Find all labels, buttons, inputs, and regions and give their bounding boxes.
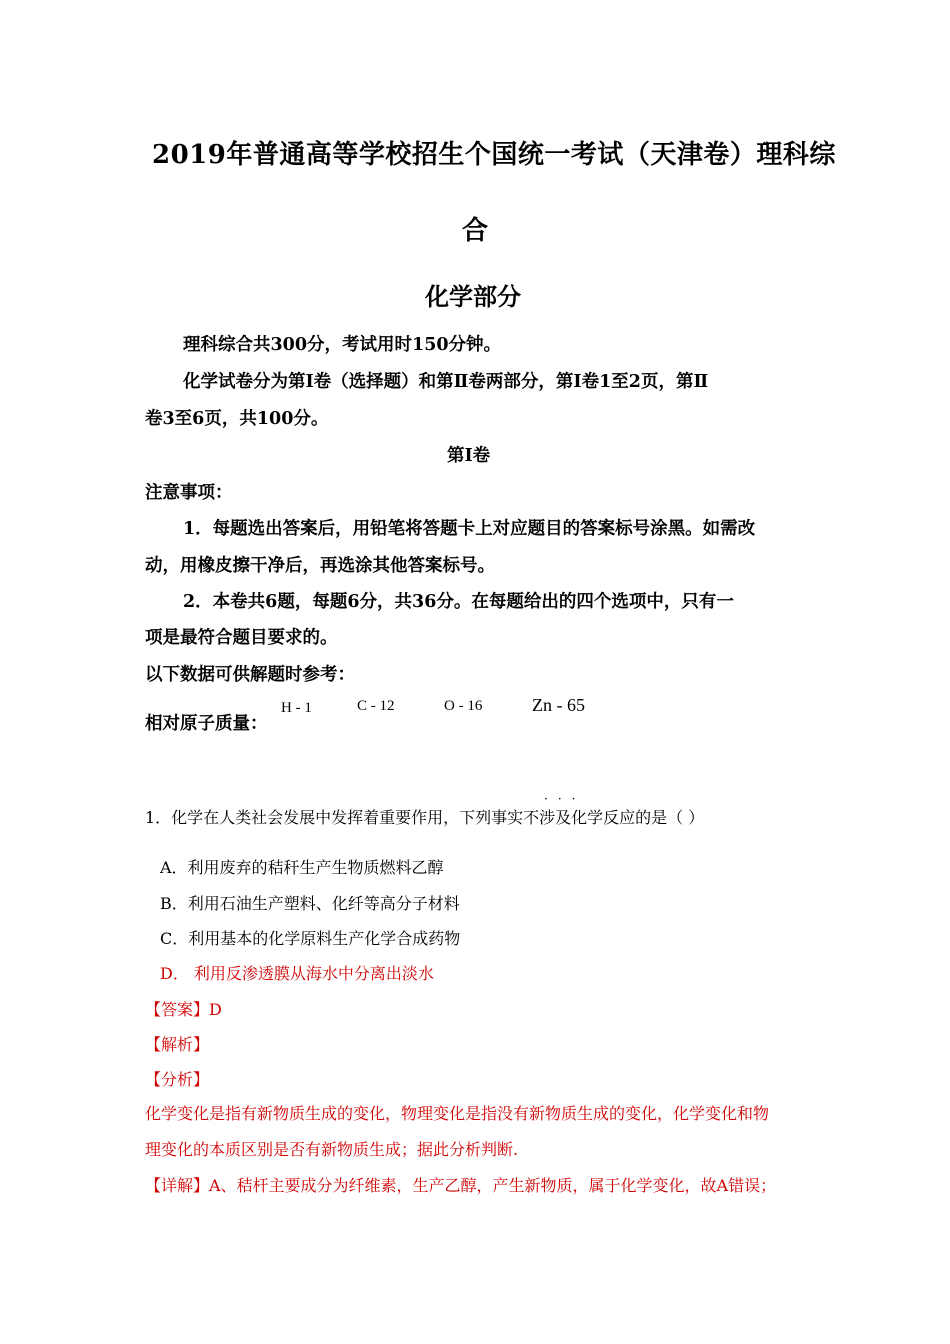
atomic-mass-o: O - 16 [444, 698, 483, 714]
analysis-label: 【分析】 [145, 1070, 210, 1089]
question1-option-d: D． 利用反渗透膜从海水中分离出淡水 [160, 964, 434, 983]
atomic-mass-c: C - 12 [357, 698, 395, 714]
note-item2-line2: 项是最符合题目要求的。 [145, 628, 338, 648]
question1-option-a: A．利用废弃的秸秆生产生物质燃料乙醇 [160, 858, 444, 877]
note-item1-line1: 1．每题选出答案后，用铅笔将答题卡上对应题目的答案标号涂黑。如需改 [183, 519, 756, 539]
page-title-line1: 2019年普通高等学校招生个国统一考试（天津卷）理科综 [152, 140, 836, 170]
emphasis-dots: ··· [544, 792, 586, 806]
question1-stem: 1．化学在人类社会发展中发挥着重要作用，下列事实不涉及化学反应的是（ ） [145, 808, 705, 827]
note-item2-line1: 2．本卷共6题，每题6分，共36分。在每题给出的四个选项中，只有一 [183, 592, 734, 612]
atomic-mass-h: H - 1 [281, 700, 312, 716]
explain-label: 【解析】 [145, 1035, 210, 1054]
analysis-line1: 化学变化是指有新物质生成的变化，物理变化是指没有新物质生成的变化，化学变化和物 [145, 1104, 770, 1123]
analysis-line2: 理变化的本质区别是否有新物质生成；据此分析判断. [145, 1140, 519, 1159]
notes-heading: 注意事项： [145, 483, 233, 503]
note-item1-line2: 动，用橡皮擦干净后，再选涂其他答案标号。 [145, 556, 495, 576]
intro-line2: 化学试卷分为第Ⅰ卷（选择题）和第Ⅱ卷两部分，第Ⅰ卷1至2页，第Ⅱ [183, 372, 709, 392]
volume-heading: 第Ⅰ卷 [447, 446, 491, 466]
answer-label: 【答案】D [145, 1000, 222, 1019]
question1-option-c: C．利用基本的化学原料生产化学合成药物 [160, 929, 461, 948]
intro-line3: 卷3至6页，共100分。 [145, 409, 329, 429]
section-title: 化学部分 [425, 282, 521, 311]
reference-heading: 以下数据可供解题时参考： [145, 665, 355, 685]
atomic-mass-label: 相对原子质量： [145, 714, 268, 734]
atomic-mass-zn: Zn - 65 [532, 695, 585, 715]
question1-option-b: B．利用石油生产塑料、化纤等高分子材料 [160, 894, 460, 913]
page-title-line2: 合 [462, 216, 489, 246]
intro-line1: 理科综合共300分，考试用时150分钟。 [183, 335, 502, 355]
detail-line: 【详解】A、秸杆主要成分为纤维素，生产乙醇，产生新物质，属于化学变化，故A错误； [145, 1176, 777, 1195]
